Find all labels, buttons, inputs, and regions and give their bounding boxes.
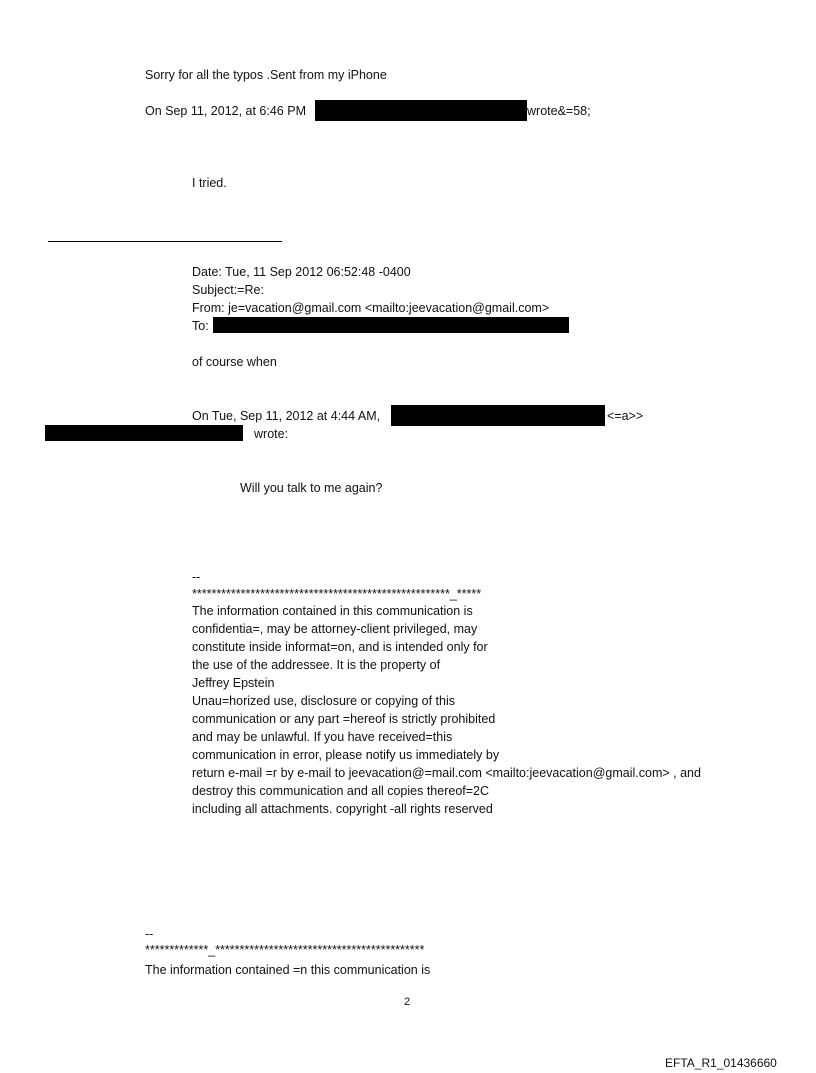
forwarded-date: Date: Tue, 11 Sep 2012 06:52:48 -0400: [192, 265, 411, 279]
signature-disclaimer: [192, 602, 701, 818]
forwarded-subject: Subject:=Re:: [192, 283, 264, 297]
disclaimer-line: constitute inside informat=on, and is intended only for: [192, 640, 488, 654]
on-line-suffix: wrote&=58;: [527, 104, 591, 118]
disclaimer-line: and may be unlawful. If you have received=this: [192, 730, 453, 744]
signature-dash: --: [192, 570, 201, 584]
typos-line: Sorry for all the typos .Sent from my iPhone: [145, 68, 387, 82]
disclaimer-line: destroy this communication and all copies thereof=2C: [192, 784, 490, 798]
quoted-message: Will you talk to me again?: [240, 481, 383, 495]
disclaimer-line: Unau=horized use, disclosure or copying of this: [192, 694, 455, 708]
separator-line: [48, 241, 282, 242]
redaction-bar: [391, 405, 605, 426]
forwarded-body: of course when: [192, 355, 277, 369]
quoted-on-line-suffix: <=a>>: [607, 409, 644, 423]
quoted-wrote: wrote:: [254, 427, 289, 441]
redaction-bar: [45, 425, 243, 441]
signature-stars: *****************************************************_*****: [192, 587, 482, 601]
forwarded-from: From: je=vacation@gmail.com <mailto:jeevacation@gmail.com>: [192, 301, 550, 315]
forwarded-to-label: To:: [192, 319, 209, 333]
on-line-prefix: On Sep 11, 2012, at 6:46 PM: [145, 104, 306, 118]
disclaimer-line: The information contained in this communication is: [192, 604, 473, 618]
document-id: EFTA_R1_01436660: [665, 1056, 777, 1070]
redaction-bar: [315, 100, 527, 121]
disclaimer-line: communication or any part =hereof is strictly prohibited: [192, 712, 496, 726]
disclaimer-line: communication in error, please notify us immediately by: [192, 748, 500, 762]
bottom-line: The information contained =n this communication is: [145, 963, 431, 977]
bottom-stars: *************_*******************************************: [145, 943, 425, 957]
reply-text: I tried.: [192, 176, 227, 190]
page-number: 2: [404, 996, 411, 1008]
disclaimer-line: including all attachments. copyright -all rights reserved: [192, 802, 493, 816]
redaction-bar: [213, 317, 569, 333]
disclaimer-line: Jeffrey Epstein: [192, 676, 275, 690]
quoted-on-line-prefix: On Tue, Sep 11, 2012 at 4:44 AM,: [192, 409, 381, 423]
disclaimer-line: confidentia=, may be attorney-client privileged, may: [192, 622, 478, 636]
disclaimer-line: return e-mail =r by e-mail to jeevacation@=mail.com <mailto:jeevacation@gmail.com> , and: [192, 766, 701, 780]
bottom-dash: --: [145, 927, 154, 941]
disclaimer-line: the use of the addressee. It is the property of: [192, 658, 441, 672]
